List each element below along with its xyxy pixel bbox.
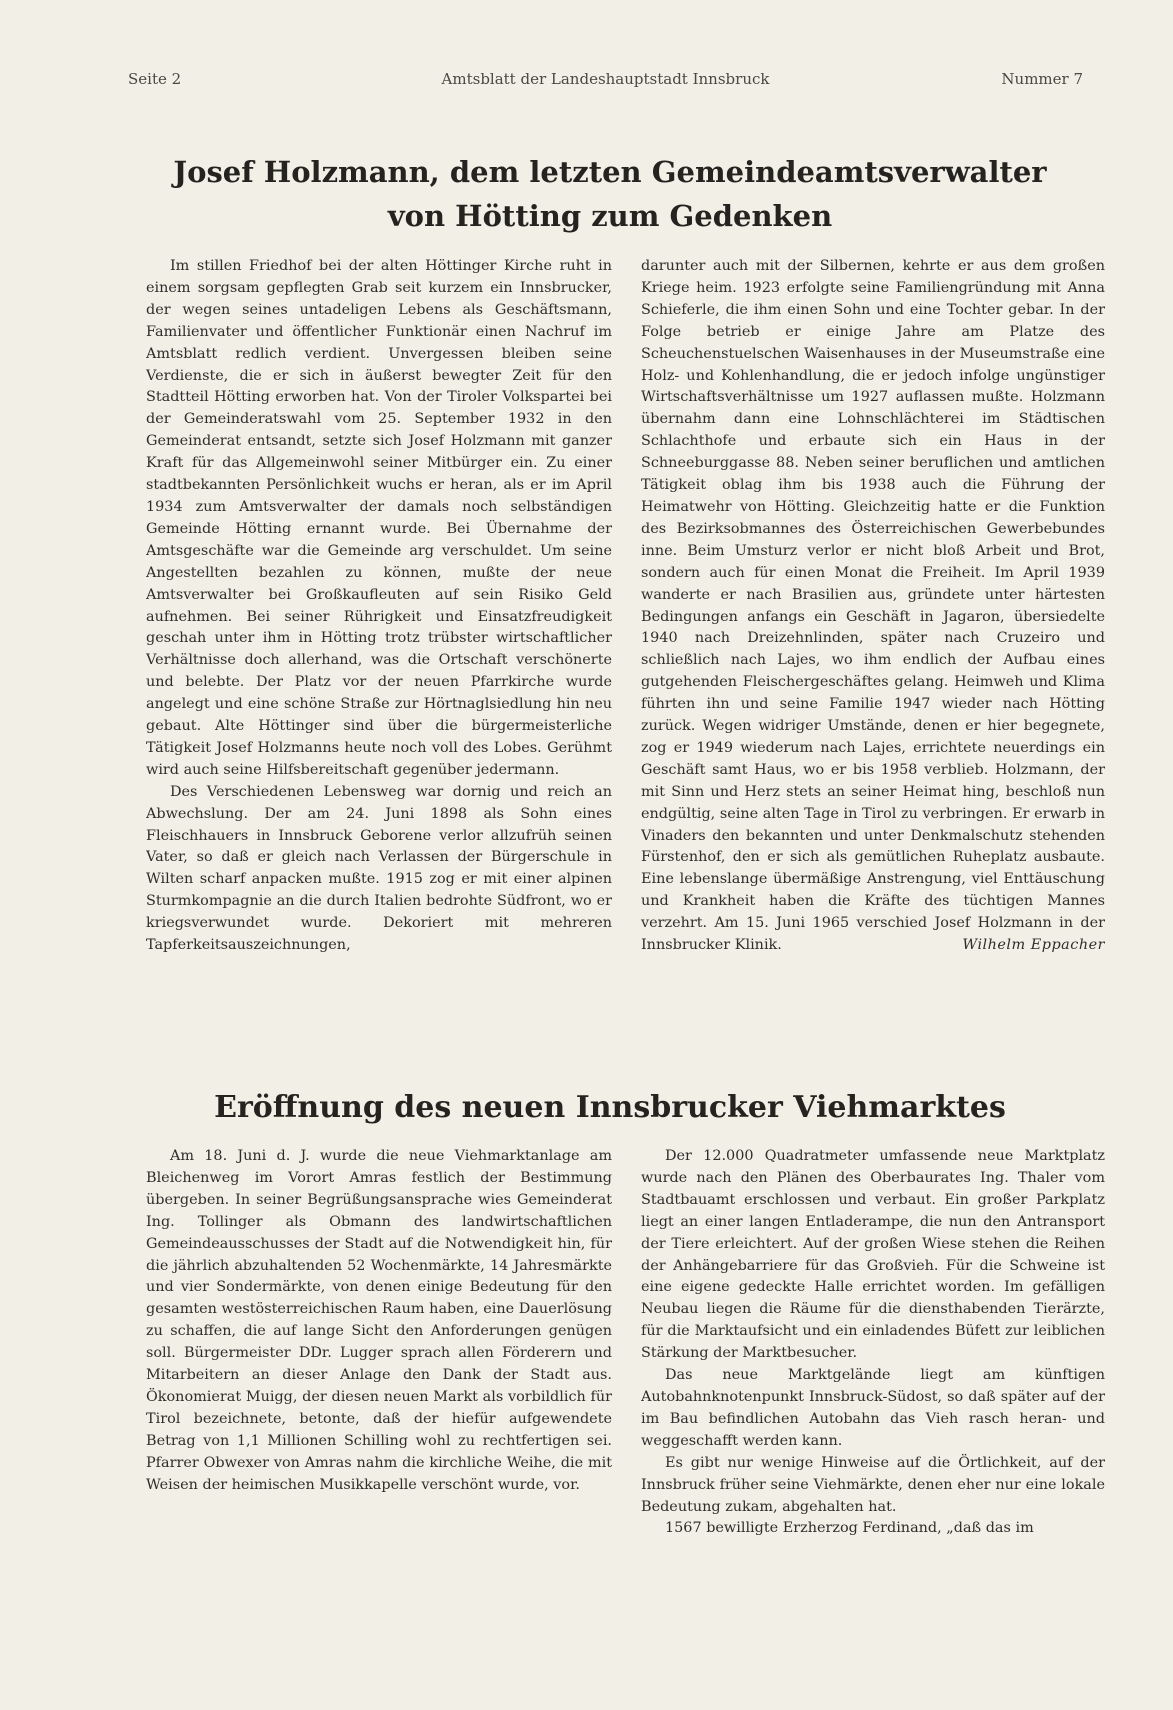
page-label: Seite 2 [128,70,182,88]
article-2-paragraph: Es gibt nur wenige Hinweise auf die Örtlichkeit, auf der Innsbruck früher seine Viehmärkte, denen eher nur eine lokale Bedeutung zukam, abgehalten hat. [641,1454,1105,1515]
article-1-column-right [641,256,1105,1036]
article-2-paragraph: Das neue Marktgelände liegt am künftigen Autobahnknotenpunkt Innsbruck-Südost, so daß später auf der im Bau befindlichen Autobahn das Vieh rasch heran- und weggeschafft werden kann. [641,1367,1105,1449]
issue-number: Nummer 7 [1001,70,1083,88]
article-1-paragraph: Im stillen Friedhof bei der alten Höttinger Kirche ruht in einem sorgsam gepflegten Grab seit kurzem ein Innsbrucker, der wegen seines untadeligen Lebens als Geschäftsmann, Familienvater und öffentlicher Funktionär einen Nachruf im Amtsblatt redlich verdient. Unvergessen bleiben seine Verdienste, die er sich in äußerst bewegter Zeit für den Stadtteil Hötting erworben hat. Von der Tiroler Volkspartei bei der Gemeinderatswahl vom 25. September 1932 in den Gemeinderat entsandt, setzte sich Josef Holzmann mit ganzer Kraft für das Allgemeinwohl seiner Mitbürger ein. Zu einer stadtbekannten Persönlichkeit wuchs er heran, als er im April 1934 zum Amtsverwalter der damals noch selbständigen Gemeinde Hötting ernannt wurde. Bei Übernahme der Amtsgeschäfte war die Gemeinde arg verschuldet. Um seine Angestellten bezahlen zu können, mußte der neue Amtsverwalter bei Großkaufleuten auf sein Risiko Geld aufnehmen. Bei seiner Rührigkeit und Einsatzfreudigkeit geschah unter ihm in Hötting trotz trübster wirtschaftlicher Verhältnisse doch allerhand, was die Ortschaft verschönerte und belebte. Der Platz vor der neuen Pfarrkirche wurde angelegt und eine schöne Straße zur Hörtnaglsiedlung hin neu gebaut. Alte Höttinger sind über die bürgermeisterliche Tätigkeit Josef Holzmanns heute noch voll des Lobes. Gerühmt wird auch seine Hilfsbereitschaft gegenüber jedermann. [146,258,612,778]
article-2-column-left [146,1146,612,1576]
article-1-paragraph: Des Verschiedenen Lebensweg war dornig und reich an Abwechslung. Der am 24. Juni 1898 als Sohn eines Fleischhauers in Innsbruck Geborene verlor allzufrüh seinen Vater, so daß er gleich nach Verlassen der Bürgerschule in Wilten scharf anpacken mußte. 1915 zog er mit einer alpinen Sturmkompagnie an die durch Italien bedrohte Südfront, wo er kriegsverwundet wurde. Dekoriert mit mehreren Tapferkeitsauszeichnungen, [146,783,612,954]
article-1-column-left [146,256,612,1036]
article-1-paragraph [641,256,1105,957]
publication-title: Amtsblatt der Landeshauptstadt Innsbruck [441,70,770,88]
running-header [128,70,1083,92]
article-2-paragraph: Am 18. Juni d. J. wurde die neue Viehmarktanlage am Bleichenweg im Vorort Amras festlich der Bestimmung übergeben. In seiner Begrüßungsansprache wies Gemeinderat Ing. Tollinger als Obmann des landwirtschaftlichen Gemeindeausschusses der Stadt auf die Notwendigkeit hin, für die jährlich abzuhaltenden 52 Wochenmärkte, 14 Jahresmärkte und vier Sondermärkte, von denen einige Bedeutung für den gesamten westösterreichischen Raum haben, eine Dauerlösung zu schaffen, die auf lange Sicht den Anforderungen genügen soll. Bürgermeister DDr. Lugger sprach allen Förderern und Mitarbeitern an dieser Anlage den Dank der Stadt aus. Ökonomierat Muigg, der diesen neuen Markt als vorbildlich für Tirol bezeichnete, betonte, daß der hiefür aufgewendete Betrag von 1,1 Millionen Schilling wohl zu rechtfertigen sei. Pfarrer Obwexer von Amras nahm die kirchliche Weihe, die mit Weisen der heimischen Musikkapelle verschönt wurde, vor. [146,1148,612,1493]
article-1-paragraph-text: darunter auch mit der Silbernen, kehrte er aus dem großen Kriege heim. 1923 erfolgte seine Familiengründung mit Anna Schieferle, die ihm einen Sohn und eine Tochter gebar. In der Folge betrieb er einige Jahre am Platze des Scheuchenstuelschen Waisenhauses in der Museumstraße eine Holz- und Kohlenhandlung, die er jedoch infolge ungünstiger Wirtschaftsverhältnisse um 1927 auflassen mußte. Holzmann übernahm dann eine Lohnschlächterei im Städtischen Schlachthofe und erbaute sich ein Haus in der Schneeburggasse 88. Neben seiner beruflichen und amtlichen Tätigkeit oblag ihm bis 1938 auch die Führung der Heimatwehr von Hötting. Gleichzeitig hatte er die Funktion des Bezirksobmannes des Österreichischen Gewerbebundes inne. Beim Umsturz verlor er nicht bloß Arbeit und Brot, sondern auch für einen Monat die Freiheit. Im April 1939 wanderte er nach Brasilien aus, gründete unter härtesten Bedingungen anfangs ein Geschäft in Jagaron, übersiedelte 1940 nach Dreizehnlinden, später nach Cruzeiro und schließlich nach Lajes, wo ihm endlich der Aufbau eines gutgehenden Fleischergeschäftes gelang. Heimweh und Klima führten ihn und seine Familie 1947 wieder nach Hötting zurück. Wegen widriger Umstände, denen er hier begegnete, zog er 1949 wiederum nach Lajes, errichtete neuerdings ein Geschäft samt Haus, wo er bis 1958 verblieb. Holzmann, der mit Sinn und Herz stets an seiner Heimat hing, beschloß nun endgültig, seine alten Tage in Tirol zu verbringen. Er erwarb in Vinaders den bekannten und unter Denkmalschutz stehenden Fürstenhof, den er sich als gemütlichen Ruheplatz ausbaute. Eine lebenslange übermäßige Anstrengung, viel Enttäuschung und Krankheit haben die Kräfte des tüchtigen Mannes verzehrt. Am 15. Juni 1965 verschied Josef Holzmann in der Innsbrucker Klinik. [641,258,1105,954]
article-2-column-right [641,1146,1105,1576]
article-2-title: Eröffnung des neuen Innsbrucker Viehmarktes [214,1090,1006,1125]
article-2-paragraph: Der 12.000 Quadratmeter umfassende neue Marktplatz wurde nach den Plänen des Oberbaurates Ing. Thaler vom Stadtbauamt erschlossen und verbaut. Ein großer Parkplatz liegt an einer langen Entladerampe, die nun den Antransport der Tiere erleichtert. Auf der großen Wiese stehen die Reihen der Anhängebarriere für das Großvieh. Für die Schweine ist eine eigene gedeckte Halle errichtet worden. Im gefälligen Neubau liegen die Räume für die diensthabenden Tierärzte, für die Marktaufsicht und ein einladendes Büfett zur leiblichen Stärkung der Marktbesucher. [641,1148,1105,1362]
author-signature: Wilhelm Eppacher [962,937,1105,954]
article-2-paragraph: 1567 bewilligte Erzherzog Ferdinand, „daß das im [665,1520,1034,1537]
article-1-title: Josef Holzmann, dem letzten Gemeindeamtsverwalter von Hötting zum Gedenken [173,155,1047,233]
